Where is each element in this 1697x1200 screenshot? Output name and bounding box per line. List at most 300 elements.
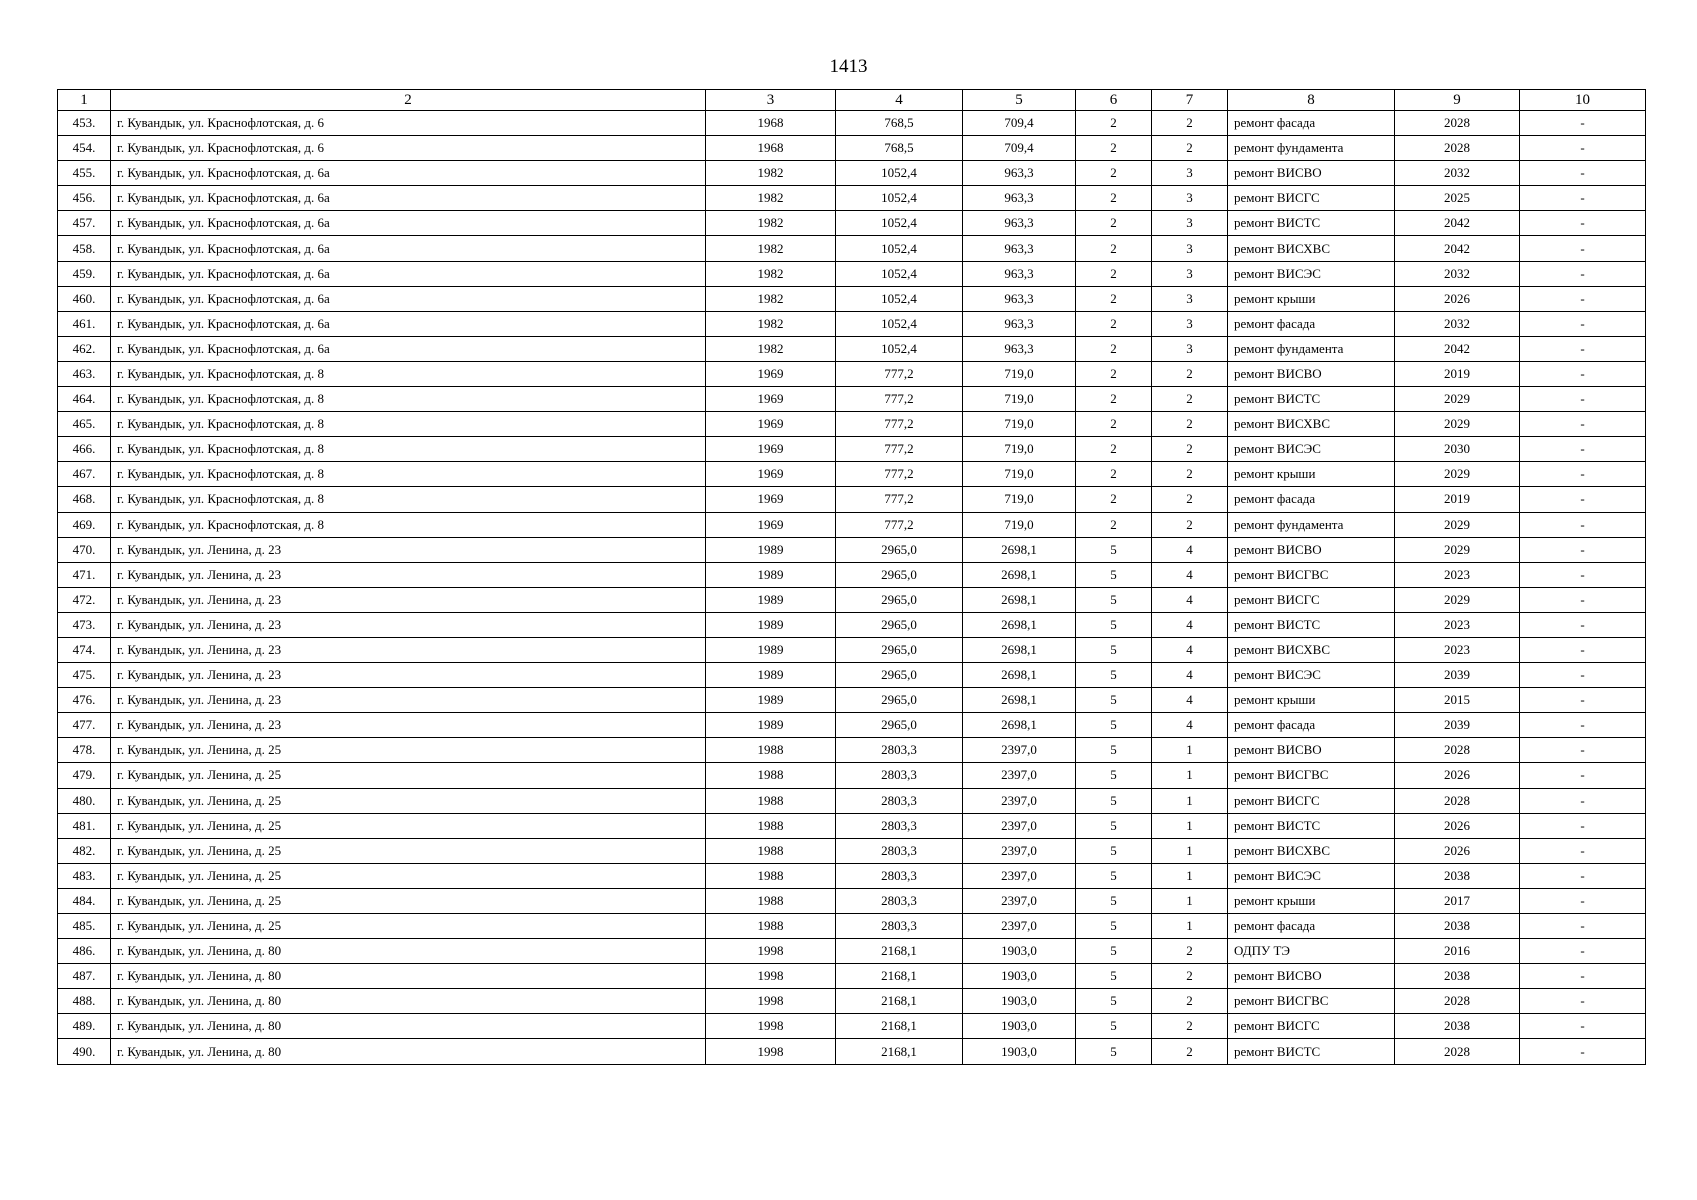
cell-address: г. Кувандык, ул. Краснофлотская, д. 6а xyxy=(111,236,706,261)
cell-total-area: 2803,3 xyxy=(836,788,963,813)
cell-address: г. Кувандык, ул. Краснофлотская, д. 8 xyxy=(111,462,706,487)
cell-year-built: 1982 xyxy=(706,236,836,261)
cell-work-type: ремонт крыши xyxy=(1228,888,1395,913)
cell-year-built: 1969 xyxy=(706,361,836,386)
cell-entrances: 1 xyxy=(1152,738,1228,763)
cell-planned-year: 2032 xyxy=(1395,261,1520,286)
cell-entrances: 1 xyxy=(1152,914,1228,939)
cell-note: - xyxy=(1520,487,1646,512)
cell-living-area: 719,0 xyxy=(963,487,1076,512)
table-row xyxy=(58,838,1646,863)
cell-row-number: 453. xyxy=(58,111,111,136)
cell-living-area: 2698,1 xyxy=(963,537,1076,562)
cell-work-type: ремонт ВИСЭС xyxy=(1228,437,1395,462)
cell-planned-year: 2028 xyxy=(1395,136,1520,161)
cell-total-area: 2965,0 xyxy=(836,637,963,662)
cell-planned-year: 2038 xyxy=(1395,1014,1520,1039)
cell-living-area: 1903,0 xyxy=(963,989,1076,1014)
cell-year-built: 1988 xyxy=(706,863,836,888)
cell-note: - xyxy=(1520,1039,1646,1064)
table-row xyxy=(58,261,1646,286)
cell-floors: 2 xyxy=(1076,387,1152,412)
cell-work-type: ремонт ВИСХВС xyxy=(1228,412,1395,437)
cell-living-area: 719,0 xyxy=(963,387,1076,412)
cell-row-number: 485. xyxy=(58,914,111,939)
cell-year-built: 1982 xyxy=(706,211,836,236)
cell-address: г. Кувандык, ул. Ленина, д. 25 xyxy=(111,788,706,813)
cell-floors: 5 xyxy=(1076,562,1152,587)
cell-entrances: 1 xyxy=(1152,838,1228,863)
cell-floors: 5 xyxy=(1076,838,1152,863)
cell-planned-year: 2029 xyxy=(1395,412,1520,437)
cell-living-area: 963,3 xyxy=(963,261,1076,286)
cell-work-type: ремонт ВИСГС xyxy=(1228,788,1395,813)
cell-total-area: 777,2 xyxy=(836,512,963,537)
cell-note: - xyxy=(1520,939,1646,964)
cell-total-area: 2965,0 xyxy=(836,537,963,562)
cell-year-built: 1998 xyxy=(706,1014,836,1039)
cell-living-area: 1903,0 xyxy=(963,1014,1076,1039)
cell-address: г. Кувандык, ул. Ленина, д. 25 xyxy=(111,914,706,939)
column-header-6: 6 xyxy=(1076,90,1152,111)
cell-planned-year: 2029 xyxy=(1395,587,1520,612)
cell-living-area: 2397,0 xyxy=(963,838,1076,863)
cell-year-built: 1968 xyxy=(706,111,836,136)
cell-work-type: ремонт ВИСВО xyxy=(1228,161,1395,186)
cell-total-area: 2168,1 xyxy=(836,964,963,989)
cell-planned-year: 2042 xyxy=(1395,211,1520,236)
table-row xyxy=(58,888,1646,913)
cell-entrances: 1 xyxy=(1152,888,1228,913)
cell-row-number: 469. xyxy=(58,512,111,537)
table-row xyxy=(58,1039,1646,1064)
cell-floors: 2 xyxy=(1076,111,1152,136)
cell-floors: 5 xyxy=(1076,1014,1152,1039)
cell-note: - xyxy=(1520,788,1646,813)
cell-year-built: 1989 xyxy=(706,587,836,612)
cell-total-area: 768,5 xyxy=(836,111,963,136)
cell-address: г. Кувандык, ул. Краснофлотская, д. 8 xyxy=(111,361,706,386)
cell-living-area: 963,3 xyxy=(963,186,1076,211)
cell-total-area: 2803,3 xyxy=(836,914,963,939)
cell-note: - xyxy=(1520,537,1646,562)
cell-total-area: 768,5 xyxy=(836,136,963,161)
column-header-8: 8 xyxy=(1228,90,1395,111)
cell-row-number: 475. xyxy=(58,663,111,688)
table-row xyxy=(58,462,1646,487)
cell-work-type: ремонт фундамента xyxy=(1228,136,1395,161)
cell-note: - xyxy=(1520,311,1646,336)
cell-year-built: 1989 xyxy=(706,612,836,637)
cell-note: - xyxy=(1520,562,1646,587)
cell-address: г. Кувандык, ул. Краснофлотская, д. 8 xyxy=(111,487,706,512)
cell-year-built: 1969 xyxy=(706,462,836,487)
cell-year-built: 1982 xyxy=(706,311,836,336)
cell-row-number: 457. xyxy=(58,211,111,236)
cell-note: - xyxy=(1520,738,1646,763)
cell-work-type: ремонт крыши xyxy=(1228,688,1395,713)
table-row xyxy=(58,361,1646,386)
cell-planned-year: 2025 xyxy=(1395,186,1520,211)
cell-year-built: 1989 xyxy=(706,637,836,662)
cell-note: - xyxy=(1520,512,1646,537)
table-row xyxy=(58,412,1646,437)
page-number: 1413 xyxy=(829,56,868,77)
cell-planned-year: 2016 xyxy=(1395,939,1520,964)
cell-note: - xyxy=(1520,637,1646,662)
cell-row-number: 470. xyxy=(58,537,111,562)
cell-entrances: 1 xyxy=(1152,813,1228,838)
cell-year-built: 1982 xyxy=(706,186,836,211)
cell-row-number: 463. xyxy=(58,361,111,386)
cell-entrances: 2 xyxy=(1152,989,1228,1014)
cell-work-type: ремонт ВИСТС xyxy=(1228,1039,1395,1064)
cell-living-area: 2698,1 xyxy=(963,663,1076,688)
cell-work-type: ремонт ВИСХВС xyxy=(1228,637,1395,662)
cell-year-built: 1982 xyxy=(706,286,836,311)
cell-entrances: 3 xyxy=(1152,186,1228,211)
cell-note: - xyxy=(1520,111,1646,136)
cell-year-built: 1969 xyxy=(706,487,836,512)
cell-address: г. Кувандык, ул. Ленина, д. 80 xyxy=(111,939,706,964)
cell-living-area: 963,3 xyxy=(963,211,1076,236)
cell-work-type: ремонт фасада xyxy=(1228,487,1395,512)
cell-living-area: 2698,1 xyxy=(963,713,1076,738)
cell-planned-year: 2028 xyxy=(1395,788,1520,813)
cell-total-area: 777,2 xyxy=(836,462,963,487)
cell-work-type: ремонт ВИСВО xyxy=(1228,738,1395,763)
cell-floors: 5 xyxy=(1076,813,1152,838)
table-row xyxy=(58,738,1646,763)
cell-year-built: 1969 xyxy=(706,387,836,412)
cell-entrances: 2 xyxy=(1152,462,1228,487)
cell-work-type: ремонт фундамента xyxy=(1228,336,1395,361)
cell-floors: 2 xyxy=(1076,462,1152,487)
cell-floors: 2 xyxy=(1076,236,1152,261)
cell-planned-year: 2029 xyxy=(1395,387,1520,412)
cell-address: г. Кувандык, ул. Краснофлотская, д. 6а xyxy=(111,186,706,211)
cell-total-area: 777,2 xyxy=(836,387,963,412)
cell-note: - xyxy=(1520,261,1646,286)
cell-address: г. Кувандык, ул. Ленина, д. 23 xyxy=(111,713,706,738)
cell-living-area: 963,3 xyxy=(963,161,1076,186)
cell-note: - xyxy=(1520,361,1646,386)
cell-work-type: ремонт фасада xyxy=(1228,914,1395,939)
cell-entrances: 4 xyxy=(1152,688,1228,713)
cell-total-area: 2803,3 xyxy=(836,863,963,888)
cell-note: - xyxy=(1520,964,1646,989)
table-row xyxy=(58,863,1646,888)
cell-entrances: 4 xyxy=(1152,637,1228,662)
cell-planned-year: 2026 xyxy=(1395,763,1520,788)
cell-year-built: 1998 xyxy=(706,1039,836,1064)
cell-living-area: 2397,0 xyxy=(963,914,1076,939)
cell-row-number: 466. xyxy=(58,437,111,462)
table-header xyxy=(58,90,1646,111)
cell-note: - xyxy=(1520,838,1646,863)
cell-row-number: 472. xyxy=(58,587,111,612)
cell-total-area: 2168,1 xyxy=(836,1039,963,1064)
cell-address: г. Кувандык, ул. Ленина, д. 23 xyxy=(111,612,706,637)
cell-year-built: 1988 xyxy=(706,888,836,913)
cell-living-area: 2397,0 xyxy=(963,763,1076,788)
cell-year-built: 1989 xyxy=(706,688,836,713)
cell-work-type: ремонт ВИСВО xyxy=(1228,361,1395,386)
cell-total-area: 2168,1 xyxy=(836,1014,963,1039)
cell-year-built: 1969 xyxy=(706,412,836,437)
cell-work-type: ремонт ВИСГС xyxy=(1228,587,1395,612)
cell-living-area: 2698,1 xyxy=(963,587,1076,612)
cell-entrances: 2 xyxy=(1152,387,1228,412)
cell-note: - xyxy=(1520,813,1646,838)
cell-year-built: 1969 xyxy=(706,512,836,537)
cell-work-type: ремонт ВИСГВС xyxy=(1228,989,1395,1014)
cell-living-area: 1903,0 xyxy=(963,939,1076,964)
cell-entrances: 2 xyxy=(1152,1039,1228,1064)
column-header-1: 1 xyxy=(58,90,111,111)
cell-address: г. Кувандык, ул. Краснофлотская, д. 6а xyxy=(111,286,706,311)
table-row xyxy=(58,813,1646,838)
cell-address: г. Кувандык, ул. Краснофлотская, д. 6 xyxy=(111,111,706,136)
cell-total-area: 2965,0 xyxy=(836,587,963,612)
cell-note: - xyxy=(1520,336,1646,361)
cell-address: г. Кувандык, ул. Краснофлотская, д. 6а xyxy=(111,161,706,186)
table-row xyxy=(58,111,1646,136)
cell-address: г. Кувандык, ул. Ленина, д. 23 xyxy=(111,637,706,662)
cell-note: - xyxy=(1520,387,1646,412)
cell-note: - xyxy=(1520,161,1646,186)
cell-row-number: 467. xyxy=(58,462,111,487)
cell-address: г. Кувандык, ул. Краснофлотская, д. 6а xyxy=(111,261,706,286)
table-row xyxy=(58,211,1646,236)
cell-floors: 2 xyxy=(1076,437,1152,462)
table-row xyxy=(58,989,1646,1014)
cell-total-area: 1052,4 xyxy=(836,161,963,186)
cell-work-type: ремонт крыши xyxy=(1228,462,1395,487)
cell-note: - xyxy=(1520,612,1646,637)
cell-address: г. Кувандык, ул. Ленина, д. 23 xyxy=(111,688,706,713)
cell-work-type: ремонт ВИСТС xyxy=(1228,387,1395,412)
cell-address: г. Кувандык, ул. Ленина, д. 80 xyxy=(111,989,706,1014)
table-row xyxy=(58,512,1646,537)
cell-entrances: 3 xyxy=(1152,236,1228,261)
cell-floors: 2 xyxy=(1076,136,1152,161)
cell-note: - xyxy=(1520,989,1646,1014)
cell-address: г. Кувандык, ул. Краснофлотская, д. 8 xyxy=(111,412,706,437)
cell-entrances: 2 xyxy=(1152,412,1228,437)
cell-entrances: 2 xyxy=(1152,1014,1228,1039)
cell-entrances: 2 xyxy=(1152,512,1228,537)
cell-floors: 5 xyxy=(1076,763,1152,788)
cell-work-type: ремонт ВИСХВС xyxy=(1228,236,1395,261)
cell-living-area: 963,3 xyxy=(963,311,1076,336)
cell-work-type: ремонт ВИСГВС xyxy=(1228,562,1395,587)
cell-floors: 5 xyxy=(1076,1039,1152,1064)
cell-living-area: 2698,1 xyxy=(963,637,1076,662)
cell-total-area: 777,2 xyxy=(836,412,963,437)
cell-entrances: 2 xyxy=(1152,437,1228,462)
cell-row-number: 464. xyxy=(58,387,111,412)
cell-entrances: 1 xyxy=(1152,788,1228,813)
column-header-7: 7 xyxy=(1152,90,1228,111)
cell-work-type: ремонт ВИСЭС xyxy=(1228,863,1395,888)
cell-planned-year: 2019 xyxy=(1395,487,1520,512)
cell-row-number: 476. xyxy=(58,688,111,713)
cell-living-area: 2397,0 xyxy=(963,738,1076,763)
cell-work-type: ремонт ВИСГС xyxy=(1228,1014,1395,1039)
table-row xyxy=(58,637,1646,662)
cell-planned-year: 2029 xyxy=(1395,512,1520,537)
cell-note: - xyxy=(1520,286,1646,311)
cell-floors: 5 xyxy=(1076,537,1152,562)
cell-total-area: 1052,4 xyxy=(836,211,963,236)
cell-entrances: 2 xyxy=(1152,964,1228,989)
cell-planned-year: 2023 xyxy=(1395,612,1520,637)
cell-planned-year: 2042 xyxy=(1395,336,1520,361)
cell-floors: 5 xyxy=(1076,788,1152,813)
table-row xyxy=(58,713,1646,738)
cell-floors: 5 xyxy=(1076,964,1152,989)
table-row xyxy=(58,788,1646,813)
cell-work-type: ремонт ВИСТС xyxy=(1228,612,1395,637)
cell-total-area: 2803,3 xyxy=(836,813,963,838)
cell-address: г. Кувандык, ул. Ленина, д. 23 xyxy=(111,562,706,587)
table-row xyxy=(58,387,1646,412)
cell-note: - xyxy=(1520,688,1646,713)
cell-floors: 5 xyxy=(1076,989,1152,1014)
cell-total-area: 1052,4 xyxy=(836,336,963,361)
cell-row-number: 462. xyxy=(58,336,111,361)
cell-year-built: 1989 xyxy=(706,537,836,562)
column-header-9: 9 xyxy=(1395,90,1520,111)
cell-planned-year: 2038 xyxy=(1395,914,1520,939)
cell-planned-year: 2017 xyxy=(1395,888,1520,913)
cell-address: г. Кувандык, ул. Ленина, д. 25 xyxy=(111,863,706,888)
table-row xyxy=(58,964,1646,989)
cell-row-number: 456. xyxy=(58,186,111,211)
cell-total-area: 1052,4 xyxy=(836,236,963,261)
cell-entrances: 2 xyxy=(1152,136,1228,161)
cell-floors: 5 xyxy=(1076,688,1152,713)
cell-floors: 2 xyxy=(1076,361,1152,386)
cell-work-type: ремонт ВИСВО xyxy=(1228,964,1395,989)
cell-year-built: 1969 xyxy=(706,437,836,462)
cell-note: - xyxy=(1520,437,1646,462)
cell-floors: 5 xyxy=(1076,587,1152,612)
cell-living-area: 2698,1 xyxy=(963,562,1076,587)
table-row xyxy=(58,136,1646,161)
cell-entrances: 4 xyxy=(1152,713,1228,738)
cell-planned-year: 2032 xyxy=(1395,311,1520,336)
cell-address: г. Кувандык, ул. Ленина, д. 25 xyxy=(111,838,706,863)
cell-work-type: ремонт ВИСТС xyxy=(1228,813,1395,838)
cell-address: г. Кувандык, ул. Ленина, д. 25 xyxy=(111,888,706,913)
cell-address: г. Кувандык, ул. Ленина, д. 80 xyxy=(111,1014,706,1039)
cell-note: - xyxy=(1520,763,1646,788)
cell-planned-year: 2026 xyxy=(1395,286,1520,311)
cell-floors: 5 xyxy=(1076,888,1152,913)
cell-total-area: 1052,4 xyxy=(836,311,963,336)
cell-address: г. Кувандык, ул. Краснофлотская, д. 6а xyxy=(111,211,706,236)
cell-work-type: ремонт фасада xyxy=(1228,311,1395,336)
cell-address: г. Кувандык, ул. Ленина, д. 25 xyxy=(111,738,706,763)
cell-planned-year: 2029 xyxy=(1395,537,1520,562)
cell-living-area: 1903,0 xyxy=(963,964,1076,989)
cell-year-built: 1988 xyxy=(706,763,836,788)
cell-planned-year: 2038 xyxy=(1395,964,1520,989)
cell-row-number: 474. xyxy=(58,637,111,662)
table-row xyxy=(58,688,1646,713)
cell-total-area: 1052,4 xyxy=(836,261,963,286)
table-row xyxy=(58,587,1646,612)
cell-address: г. Кувандык, ул. Ленина, д. 23 xyxy=(111,587,706,612)
cell-planned-year: 2039 xyxy=(1395,713,1520,738)
cell-year-built: 1982 xyxy=(706,261,836,286)
cell-planned-year: 2028 xyxy=(1395,989,1520,1014)
cell-year-built: 1989 xyxy=(706,562,836,587)
cell-note: - xyxy=(1520,136,1646,161)
building-repair-table xyxy=(57,89,1646,1065)
column-header-5: 5 xyxy=(963,90,1076,111)
cell-row-number: 486. xyxy=(58,939,111,964)
cell-floors: 2 xyxy=(1076,512,1152,537)
cell-note: - xyxy=(1520,587,1646,612)
table-row xyxy=(58,487,1646,512)
header-row xyxy=(58,90,1646,111)
cell-year-built: 1988 xyxy=(706,738,836,763)
cell-total-area: 2965,0 xyxy=(836,612,963,637)
cell-living-area: 963,3 xyxy=(963,236,1076,261)
cell-living-area: 719,0 xyxy=(963,512,1076,537)
table-row xyxy=(58,562,1646,587)
cell-row-number: 484. xyxy=(58,888,111,913)
table-row xyxy=(58,336,1646,361)
cell-floors: 2 xyxy=(1076,412,1152,437)
cell-floors: 2 xyxy=(1076,286,1152,311)
cell-work-type: ремонт ВИСЭС xyxy=(1228,663,1395,688)
cell-note: - xyxy=(1520,713,1646,738)
cell-note: - xyxy=(1520,236,1646,261)
cell-row-number: 490. xyxy=(58,1039,111,1064)
cell-entrances: 3 xyxy=(1152,336,1228,361)
cell-row-number: 458. xyxy=(58,236,111,261)
cell-note: - xyxy=(1520,211,1646,236)
cell-row-number: 473. xyxy=(58,612,111,637)
cell-planned-year: 2023 xyxy=(1395,562,1520,587)
cell-year-built: 1988 xyxy=(706,914,836,939)
cell-floors: 5 xyxy=(1076,939,1152,964)
cell-row-number: 482. xyxy=(58,838,111,863)
cell-year-built: 1988 xyxy=(706,813,836,838)
cell-total-area: 2965,0 xyxy=(836,713,963,738)
cell-row-number: 488. xyxy=(58,989,111,1014)
cell-planned-year: 2019 xyxy=(1395,361,1520,386)
column-header-3: 3 xyxy=(706,90,836,111)
cell-living-area: 1903,0 xyxy=(963,1039,1076,1064)
cell-total-area: 777,2 xyxy=(836,437,963,462)
cell-entrances: 1 xyxy=(1152,763,1228,788)
cell-planned-year: 2026 xyxy=(1395,813,1520,838)
table-row xyxy=(58,763,1646,788)
cell-planned-year: 2042 xyxy=(1395,236,1520,261)
cell-living-area: 719,0 xyxy=(963,462,1076,487)
table-row xyxy=(58,236,1646,261)
cell-address: г. Кувандык, ул. Краснофлотская, д. 6 xyxy=(111,136,706,161)
cell-row-number: 468. xyxy=(58,487,111,512)
cell-living-area: 719,0 xyxy=(963,412,1076,437)
table-row xyxy=(58,186,1646,211)
cell-row-number: 479. xyxy=(58,763,111,788)
